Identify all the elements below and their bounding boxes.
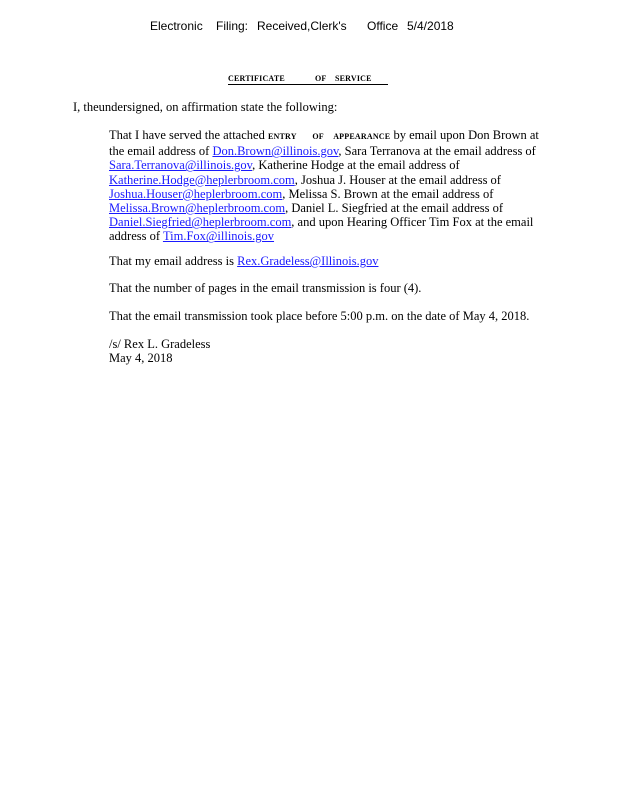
header-received: Received,Clerk's [257, 19, 347, 33]
email-link-tim-fox[interactable]: Tim.Fox@illinois.gov [162, 229, 275, 244]
title-of: OF [315, 74, 327, 83]
email-link-joshua-houser[interactable]: Joshua.Houser@heplerbroom.com [109, 186, 283, 201]
email-address-paragraph [109, 254, 549, 268]
intro-statement: I, theundersigned, on affirmation state the following: [73, 100, 338, 114]
email-link-sara-terranova[interactable]: Sara.Terranova@illinois.gov [109, 158, 253, 173]
service-text-2: by email upon Don Brown at the email address of [109, 128, 539, 159]
doc-name-entry: ENTRY [267, 132, 297, 141]
signature-date: May 4, 2018 [109, 351, 173, 366]
header-office: Office [367, 19, 399, 33]
doc-name-appearance: APPEARANCE [333, 132, 391, 141]
service-text-5: , Joshua J. Houser at the email address of [294, 172, 501, 187]
email-link-daniel-siegfried[interactable]: Daniel.Siegfried@heplerbroom.com [109, 215, 292, 230]
email-link-rex-gradeless[interactable]: Rex.Gradeless@Illinois.gov [237, 254, 379, 268]
email-link-don-brown[interactable]: Don.Brown@illinois.gov [212, 144, 339, 159]
header-filing: Filing: [216, 19, 249, 33]
header-date: 5/4/2018 [407, 19, 454, 33]
doc-name-of: OF [312, 132, 324, 141]
title-certificate: CERTIFICATE [228, 74, 285, 83]
header-electronic: Electronic [150, 19, 203, 33]
signature-block [109, 337, 549, 365]
service-text-7: , Daniel L. Siegfried at the email address of [285, 201, 504, 216]
service-text-1: That I have served the attached [109, 128, 268, 142]
signature-name: /s/ Rex L. Gradeless [109, 337, 211, 351]
title-service: SERVICE [335, 74, 372, 83]
document-title [228, 74, 388, 85]
service-text-3: , Sara Terranova at the email address of [338, 144, 536, 159]
service-text-8: , and upon Hearing Officer Tim Fox at the email address of [109, 215, 534, 244]
service-paragraph [109, 128, 549, 244]
email-link-melissa-brown[interactable]: Melissa.Brown@heplerbroom.com [109, 201, 286, 216]
service-text-4: , Katherine Hodge at the email address of [252, 158, 460, 173]
pages-paragraph: That the number of pages in the email transmission is four (4). [109, 281, 422, 295]
time-paragraph: That the email transmission took place before 5:00 p.m. on the date of May 4, 2018. [109, 309, 530, 323]
service-text-6: , Melissa S. Brown at the email address of [282, 186, 494, 201]
email-address-text: That my email address is [109, 254, 238, 268]
email-link-katherine-hodge[interactable]: Katherine.Hodge@heplerbroom.com [109, 172, 295, 187]
